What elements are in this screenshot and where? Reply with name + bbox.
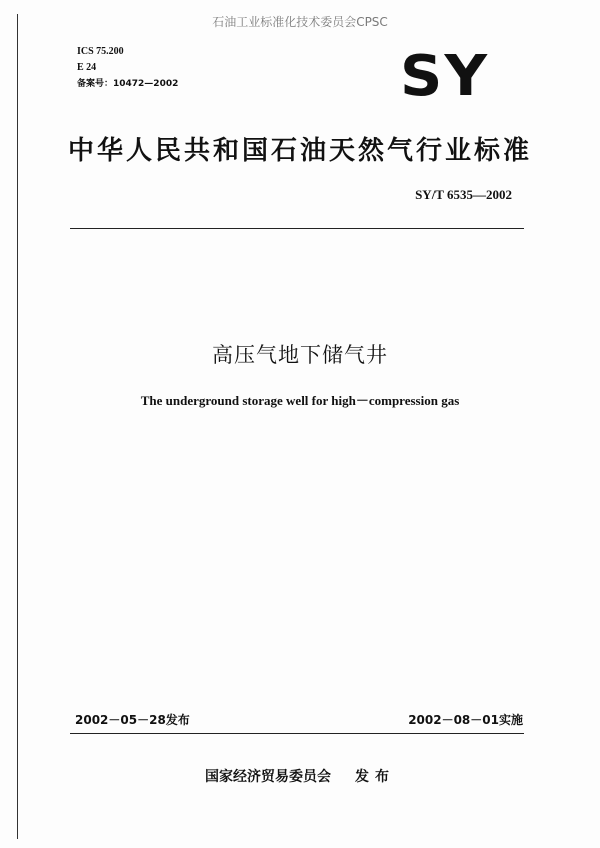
filing-number: 备案号：10472—2002 <box>77 79 179 89</box>
document-title-chinese: 高压气地下储气井 <box>212 343 388 367</box>
watermark-text: 石油工业标准化技术委员会CPSC <box>212 15 388 29</box>
sy-logo: SY <box>400 44 490 109</box>
classification-code: E 24 <box>77 62 97 73</box>
issue-date: 2002－05－28发布 <box>75 713 190 727</box>
standard-category-title: 中华人民共和国石油天然气行业标准 <box>67 136 532 166</box>
footer-divider <box>70 733 524 734</box>
issuing-authority: 国家经济贸易委员会 <box>205 769 331 785</box>
document-title-english: The underground storage well for high－compression gas <box>140 393 460 408</box>
ics-code: ICS 75.200 <box>77 46 124 57</box>
implementation-date: 2002－08－01实施 <box>408 713 523 727</box>
standard-number: SY/T 6535—2002 <box>415 187 512 202</box>
header-divider <box>70 228 524 229</box>
issuer-line <box>0 766 600 786</box>
issued-label: 发布 <box>355 769 395 785</box>
